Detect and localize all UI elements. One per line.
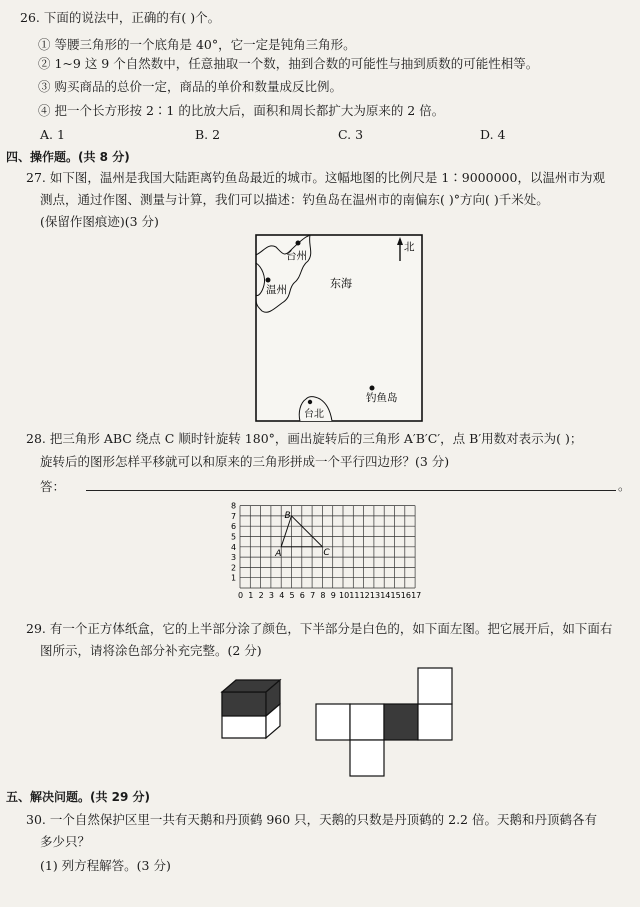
y-tick-label: 8 — [231, 501, 237, 511]
map-label-taizhou: 台州 — [286, 250, 307, 262]
point-label-a: A — [275, 548, 282, 559]
x-tick-label: 7 — [310, 591, 316, 600]
q27-line-3: (保留作图痕迹)(3 分) — [40, 214, 159, 229]
x-tick-label: 13 — [369, 591, 381, 600]
q29-line-1: 29. 有一个正方体纸盒，它的上半部分涂了颜色，下半部分是白色的，如下面左图。把它展开后，如下面右 — [26, 621, 613, 636]
q28-line-2: 旋转后的图形怎样平移就可以和原来的三角形拼成一个平行四边形？(3 分) — [40, 454, 450, 469]
section-4-title: 四、操作题。(共 8 分) — [6, 150, 130, 164]
section-5-title: 五、解决问题。(共 29 分) — [6, 790, 151, 804]
q26-stem: 26. 下面的说法中，正确的有( )个。 — [20, 10, 221, 25]
q26-option-a[interactable]: A. 1 — [40, 127, 65, 142]
x-tick-label: 9 — [330, 591, 336, 600]
q27-line-1: 27. 如下图，温州是我国大陆距离钓鱼岛最近的城市。这幅地图的比例尺是 1∶9000000，以温州市为观 — [26, 170, 605, 185]
taizhou-dot — [296, 241, 301, 246]
x-tick-label: 16 — [400, 591, 411, 600]
q30-line-3: (1) 列方程解答。(3 分) — [40, 858, 171, 873]
x-tick-label: 12 — [359, 591, 370, 600]
map-label-north: 北 — [404, 241, 415, 253]
taipei-dot — [308, 400, 312, 404]
y-tick-label: 7 — [231, 511, 237, 521]
x-tick-label: 4 — [279, 591, 285, 600]
q30-line-2: 多少只？ — [40, 834, 91, 849]
x-tick-label: 14 — [380, 591, 391, 600]
cube-figure — [222, 680, 280, 738]
wenzhou-dot — [266, 278, 271, 283]
x-tick-label: 3 — [268, 591, 274, 600]
map-label-wenzhou: 温州 — [266, 284, 287, 296]
x-tick-label: 15 — [390, 591, 401, 600]
x-tick-label: 8 — [320, 591, 326, 600]
x-tick-label: 0 — [238, 591, 244, 600]
q27-line-2: 测点，通过作图、测量与计算，我们可以描述：钓鱼岛在温州市的南偏东( )°方向( )千米处。 — [40, 192, 549, 207]
map-label-diaoyu: 钓鱼岛 — [366, 392, 398, 404]
map-label-taipei: 台北 — [304, 409, 324, 420]
q26-item-2: ② 1~9 这 9 个自然数中，任意抽取一个数，抽到合数的可能性与抽到质数的可能性相等。 — [38, 56, 539, 71]
y-tick-label: 6 — [231, 522, 237, 532]
y-tick-label: 5 — [231, 532, 237, 542]
q26-item-4: ④ 把一个长方形按 2∶1 的比放大后，面积和周长都扩大为原来的 2 倍。 — [38, 103, 445, 118]
point-label-b: B — [284, 510, 291, 521]
q26-option-d[interactable]: D. 4 — [480, 127, 506, 142]
y-tick-label: 3 — [231, 553, 237, 563]
x-tick-label: 6 — [299, 591, 305, 600]
q30-line-1: 30. 一个自然保护区里一共有天鹅和丹顶鹤 960 只，天鹅的只数是丹顶鹤的 2.2 倍。天鹅和丹顶鹤各有 — [26, 812, 597, 827]
net-shaded-square — [384, 704, 418, 740]
y-tick-label: 2 — [231, 563, 237, 573]
x-tick-label: 5 — [289, 591, 295, 600]
q28-answer-label: 答： — [40, 479, 66, 494]
q26-option-c[interactable]: C. 3 — [338, 127, 364, 142]
cube-net — [316, 668, 452, 776]
q29-figures — [214, 656, 476, 784]
q28-grid — [226, 496, 426, 612]
q26-item-3: ③ 购买商品的总价一定，商品的单价和数量成反比例。 — [38, 79, 342, 94]
y-tick-label: 1 — [231, 573, 237, 583]
q28-answer-end: 。 — [618, 478, 631, 493]
map-label-sea: 东海 — [330, 277, 352, 290]
diaoyu-dot — [370, 386, 375, 391]
q27-map — [254, 233, 426, 425]
x-tick-label: 10 — [339, 591, 350, 600]
x-tick-label: 2 — [258, 591, 264, 600]
y-tick-label: 4 — [231, 542, 237, 552]
q26-item-1: ① 等腰三角形的一个底角是 40°，它一定是钝角三角形。 — [38, 37, 356, 52]
x-tick-label: 1 — [248, 591, 254, 600]
x-tick-label: 17 — [411, 591, 422, 600]
q28-line-1: 28. 把三角形 ABC 绕点 C 顺时针旋转 180°，画出旋转后的三角形 A′B′C′，点 B′用数对表示为( )； — [26, 431, 583, 446]
point-label-c: C — [323, 547, 330, 558]
q26-option-b[interactable]: B. 2 — [195, 127, 221, 142]
x-tick-label: 11 — [349, 591, 360, 600]
q29-line-2: 图所示，请将涂色部分补充完整。(2 分) — [40, 643, 262, 658]
q28-answer-line[interactable] — [86, 490, 616, 491]
